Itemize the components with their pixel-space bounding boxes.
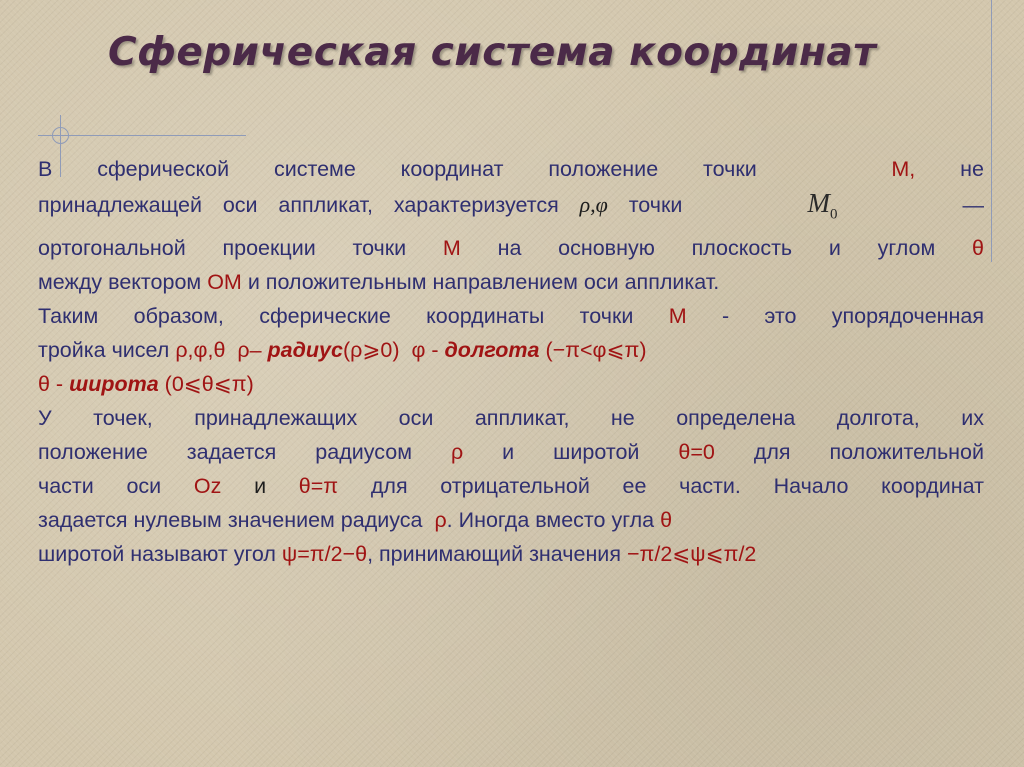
- text-line-1: В сферической системе координат положение точки M, не: [38, 157, 984, 181]
- text-line-5: Таким образом, сферические координаты точки M - это упорядоченная: [38, 304, 984, 329]
- slide-title: Сферическая система координат: [108, 30, 877, 75]
- text-line-10: части оси Oz и θ=π для отрицательной ее части. Начало координат: [38, 474, 984, 499]
- m0-formula: $M_0$: [807, 188, 838, 223]
- text-line-2: принадлежащей оси аппликат, характеризуется ρ,φ точки $M_0$ —: [38, 188, 984, 223]
- text-line-12: широтой называют угол ψ=π/2−θ, принимающий значения −π/2⩽ψ⩽π/2: [38, 542, 757, 567]
- text-line-3: ортогональной проекции точки M на основную плоскость и углом θ: [38, 236, 984, 261]
- decor-horizontal-line: [38, 135, 246, 136]
- radius-term: радиус: [267, 338, 343, 363]
- text-line-8: У точек, принадлежащих оси аппликат, не определена долгота, их: [38, 406, 984, 431]
- decor-vertical-line-right: [991, 0, 992, 262]
- decor-circle: [52, 127, 69, 144]
- text-line-7: θ - широта (0⩽θ⩽π): [38, 372, 254, 397]
- latitude-term: широта: [69, 372, 159, 397]
- text-line-6: тройка чисел ρ,φ,θ ρ– радиус(ρ⩾0) φ - долгота (−π<φ⩽π): [38, 338, 647, 363]
- text-line-9: положение задается радиусом ρ и широтой θ=0 для положительной: [38, 440, 984, 465]
- slide-body: [38, 152, 984, 571]
- text-line-11: задается нулевым значением радиуса ρ. Иногда вместо угла θ: [38, 508, 673, 533]
- rho-phi-formula: ρ,φ: [579, 192, 608, 217]
- longitude-term: долгота: [444, 338, 540, 363]
- text-line-4: между вектором OM и положительным направлением оси аппликат.: [38, 270, 720, 295]
